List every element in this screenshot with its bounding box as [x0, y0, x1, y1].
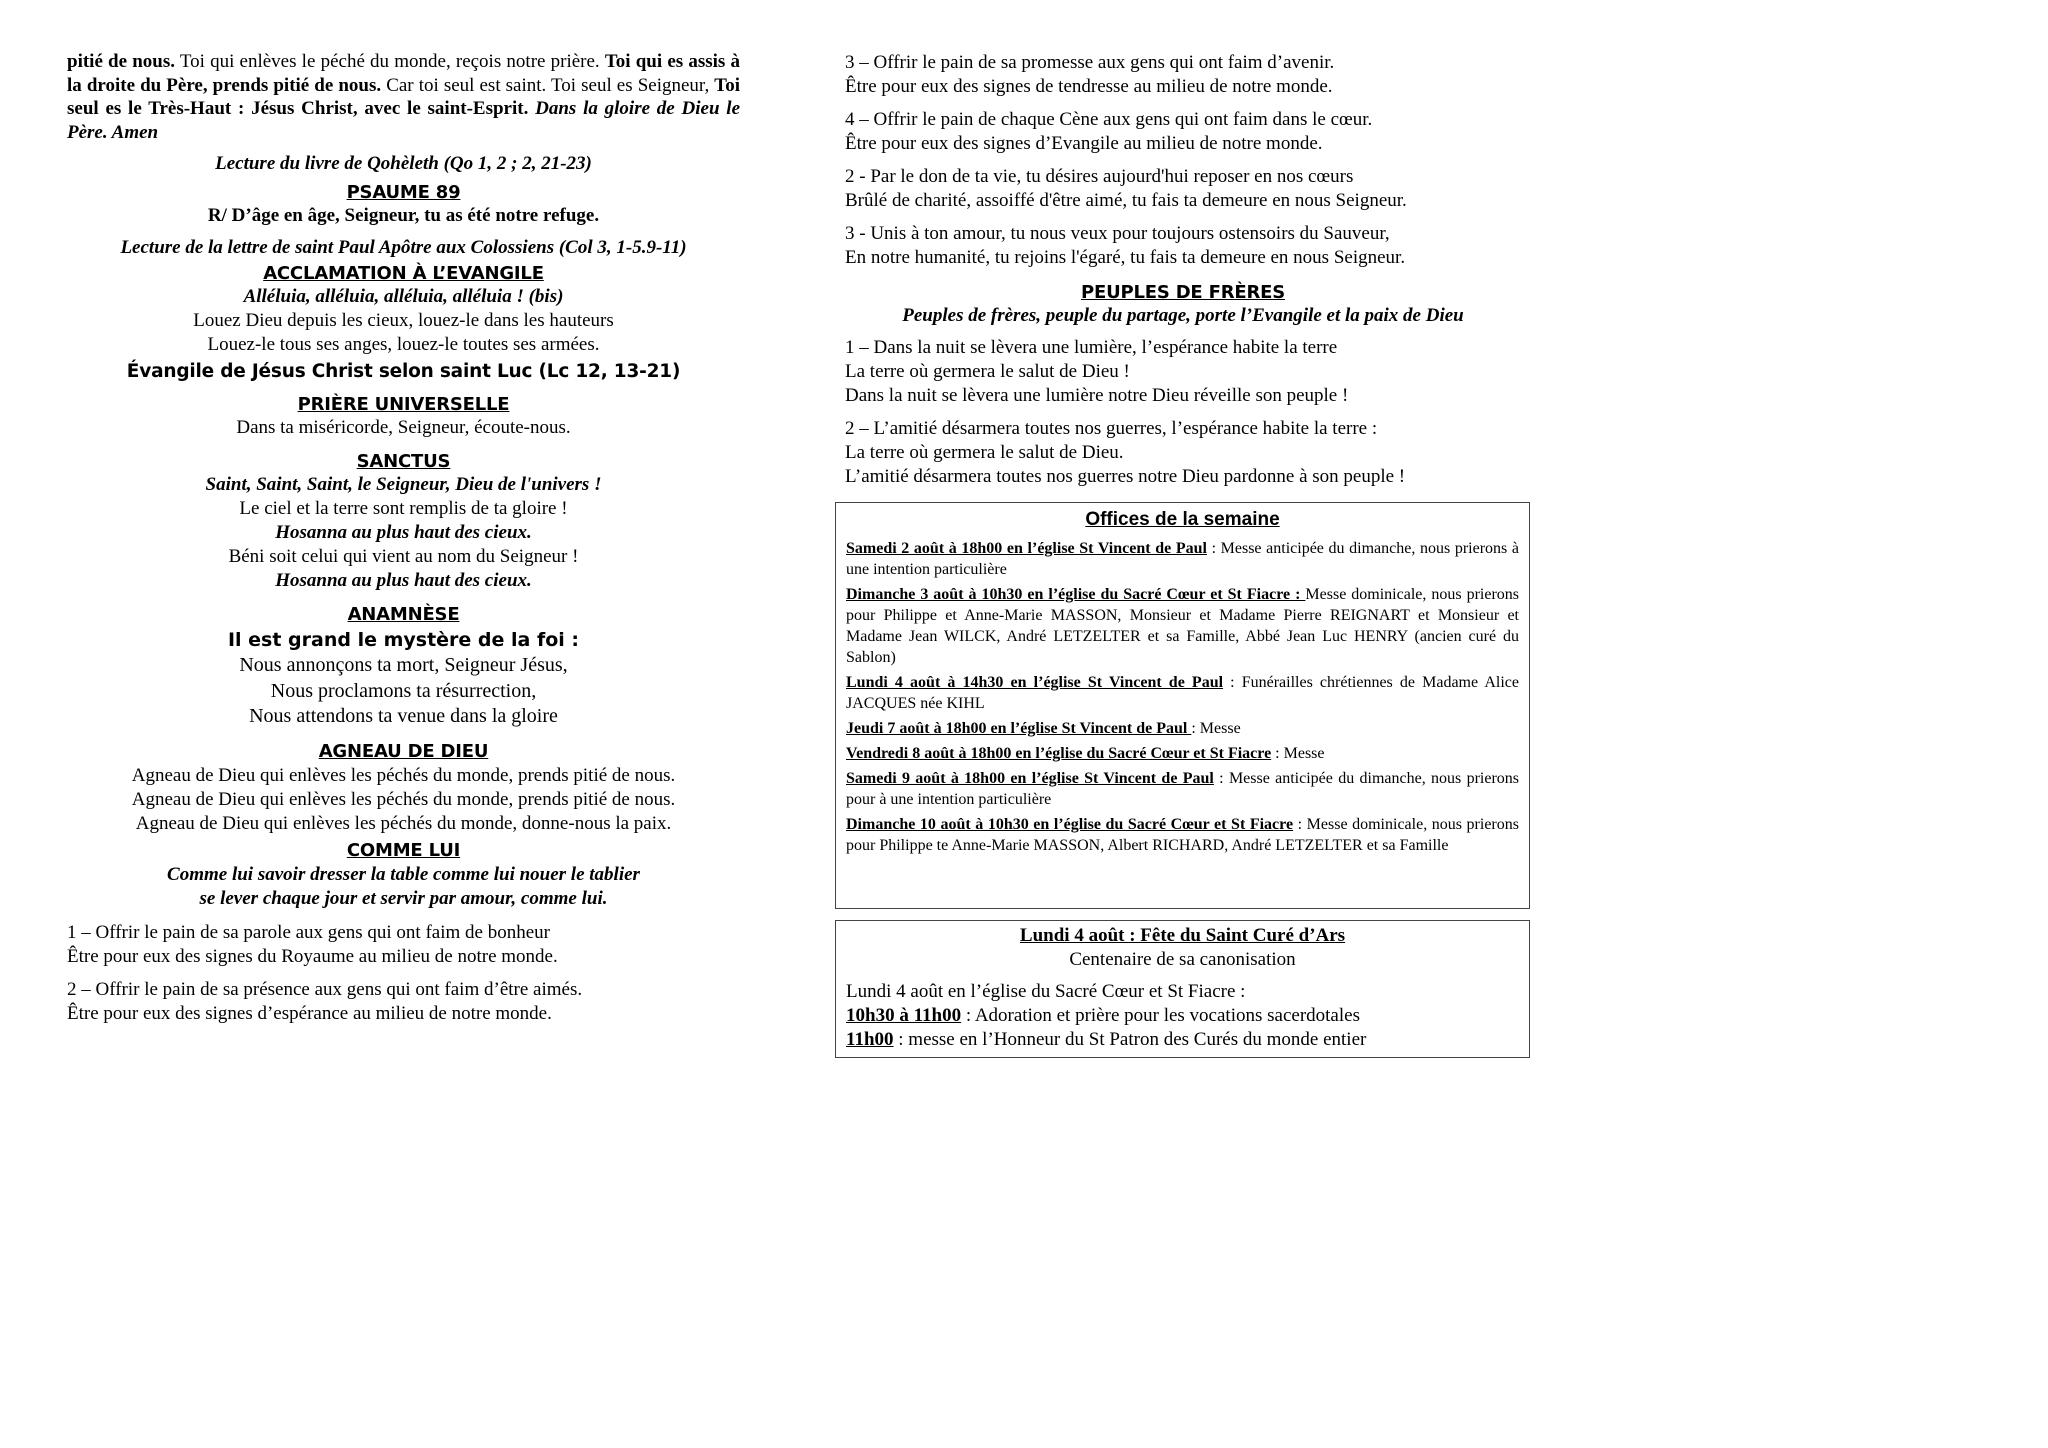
comme-lui-refrain: Comme lui savoir dresser la table comme lui nouer le tablier	[167, 863, 640, 885]
priere-title: PRIÈRE UNIVERSELLE	[297, 394, 510, 415]
anamnese-line: Nous attendons ta venue dans la gloire	[249, 705, 558, 727]
acclamation-line: Louez-le tous ses anges, louez-le toutes ses armées.	[207, 334, 600, 355]
verse-line: Être pour eux des signes du Royaume au milieu de notre monde.	[67, 945, 558, 967]
fete-line: 10h30 à 11h00 : Adoration et prière pour les vocations sacerdotales	[846, 1005, 1360, 1026]
gospel-title: Évangile de Jésus Christ selon saint Luc (Lc 12, 13-21)	[126, 361, 681, 382]
reading2: Lecture de la lettre de saint Paul Apôtre aux Colossiens (Col 3, 1-5.9-11)	[120, 237, 687, 258]
verse-line: L’amitié désarmera toutes nos guerres notre Dieu pardonne à son peuple !	[845, 466, 1406, 487]
verse-line: 2 - Par le don de ta vie, tu désires aujourd'hui reposer en nos cœurs	[845, 166, 1354, 187]
comme-lui-verse-4	[845, 108, 1521, 156]
verse-line: 3 – Offrir le pain de sa promesse aux gens qui ont faim d’avenir.	[845, 52, 1335, 73]
office-entry: Samedi 9 août à 18h00 en l’église St Vincent de Paul : Messe anticipée du dimanche, nous prierons pour à une intention particulière	[846, 770, 1520, 808]
comme-lui-verse-2	[67, 978, 740, 1026]
office-entry: Dimanche 10 août à 10h30 en l’église du Sacré Cœur et St Fiacre : Messe dominicale, nous prierons pour Philippe te Anne-Marie MASSON, Albert RICHARD, André LETZELTER et sa Famille	[846, 816, 1519, 854]
office-entry: Dimanche 3 août à 10h30 en l’église du Sacré Cœur et St Fiacre : Messe dominicale, nous prierons pour Philippe et Anne-Marie MASSON, Monsieur et Madame Pierre REIGNART et Monsieur et Madame Jean WILCK, André LETZELTER et sa Famille, Abbé Jean Luc HENRY (ancien curé du Sablon)	[846, 586, 1519, 666]
anamnese-line: Nous annonçons ta mort, Seigneur Jésus,	[239, 654, 568, 676]
peuples-title: PEUPLES DE FRÈRES	[1081, 282, 1285, 303]
agneau-title: AGNEAU DE DIEU	[318, 740, 489, 762]
right-column	[845, 51, 1521, 489]
alleluia: Alléluia, alléluia, alléluia, alléluia ! (bis)	[243, 286, 564, 307]
comme-lui-verse-3	[845, 51, 1521, 99]
agneau-line: Agneau de Dieu qui enlèves les péchés du monde, donne-nous la paix.	[135, 812, 672, 834]
acclamation-title: ACCLAMATION À L’EVANGILE	[263, 263, 544, 284]
sanctus-line: Le ciel et la terre sont remplis de ta gloire !	[239, 498, 568, 519]
office-entry: Vendredi 8 août à 18h00 en l’église du Sacré Cœur et St Fiacre : Messe	[846, 745, 1325, 762]
office-entry: Lundi 4 août à 14h30 en l’église St Vincent de Paul : Funérailles chrétiennes de Madame Alice JACQUES née KIHL	[846, 674, 1519, 712]
verse-line: 1 – Dans la nuit se lèvera une lumière, l’espérance habite la terre	[845, 337, 1338, 358]
anamnese-title: ANAMNÈSE	[347, 604, 460, 625]
verse-line: 1 – Offrir le pain de sa parole aux gens qui ont faim de bonheur	[67, 921, 550, 943]
verse-line: La terre où germera le salut de Dieu !	[845, 361, 1130, 382]
reading1: Lecture du livre de Qohèleth (Qo 1, 2 ; 2, 21-23)	[215, 153, 592, 174]
offices-title: Offices de la semaine	[1085, 509, 1280, 530]
fete-line: 11h00 : messe en l’Honneur du St Patron des Curés du monde entier	[846, 1029, 1367, 1050]
comme-lui-verse-1	[67, 921, 740, 969]
fete-title: Lundi 4 août : Fête du Saint Curé d’Ars	[1019, 925, 1346, 946]
priere-text: Dans ta miséricorde, Seigneur, écoute-nous.	[236, 417, 571, 438]
anamnese-heading: Il est grand le mystère de la foi :	[227, 629, 580, 651]
verse-line: 3 - Unis à ton amour, tu nous veux pour toujours ostensoirs du Sauveur,	[845, 223, 1390, 244]
sanctus-line: Béni soit celui qui vient au nom du Seigneur !	[228, 546, 579, 567]
verse-line: Brûlé de charité, assoiffé d'être aimé, tu fais ta demeure en nous Seigneur.	[845, 190, 1407, 211]
fete-box	[835, 920, 1530, 1058]
psalm-refrain: R/ D’âge en âge, Seigneur, tu as été notre refuge.	[207, 205, 600, 226]
agneau-line: Agneau de Dieu qui enlèves les péchés du monde, prends pitié de nous.	[131, 788, 676, 810]
sanctus-line: Saint, Saint, Saint, le Seigneur, Dieu de l'univers !	[205, 474, 602, 495]
psalm-title: PSAUME 89	[346, 182, 461, 203]
anamnese-line: Nous proclamons ta résurrection,	[270, 679, 537, 702]
office-entry: Jeudi 7 août à 18h00 en l’église St Vincent de Paul : Messe	[846, 720, 1241, 737]
comme-lui-title: COMME LUI	[346, 839, 461, 861]
sanctus-title: SANCTUS	[356, 451, 451, 472]
verse-line: Être pour eux des signes d’espérance au milieu de notre monde.	[67, 1002, 552, 1024]
offices-box	[835, 502, 1530, 909]
verse-line: 2 – Offrir le pain de sa présence aux gens qui ont faim d’être aimés.	[67, 978, 583, 1000]
office-entry: Samedi 2 août à 18h00 en l’église St Vincent de Paul : Messe anticipée du dimanche, nous prierons à une intention particulière	[846, 540, 1519, 578]
song-verse-3	[845, 222, 1521, 270]
fete-subtitle: Centenaire de sa canonisation	[1069, 949, 1296, 970]
agneau-line: Agneau de Dieu qui enlèves les péchés du monde, prends pitié de nous.	[131, 764, 676, 786]
peuples-verse-1	[845, 336, 1521, 408]
left-column	[67, 50, 740, 1026]
fete-intro: Lundi 4 août en l’église du Sacré Cœur et St Fiacre :	[846, 981, 1246, 1002]
verse-line: 4 – Offrir le pain de chaque Cène aux gens qui ont faim dans le cœur.	[845, 109, 1373, 130]
verse-line: En notre humanité, tu rejoins l'égaré, tu fais ta demeure en nous Seigneur.	[845, 247, 1406, 268]
verse-line: La terre où germera le salut de Dieu.	[845, 442, 1124, 463]
song-verse-2	[845, 165, 1521, 213]
gloria-text: pitié de nous. Toi qui enlèves le péché du monde, reçois notre prière. Toi qui es assis à la droite du Père, prends pitié de nous. Car toi seul est saint. Toi seul es Seigneur, Toi seul es le Très-Haut : Jésus Christ, avec le saint-Esprit. Dans la gloire de Dieu le Père. Amen	[67, 51, 741, 143]
comme-lui-refrain: se lever chaque jour et servir par amour, comme lui.	[199, 887, 608, 909]
verse-line: Dans la nuit se lèvera une lumière notre Dieu réveille son peuple !	[845, 385, 1349, 406]
sanctus-line: Hosanna au plus haut des cieux.	[275, 522, 532, 543]
acclamation-line: Louez Dieu depuis les cieux, louez-le dans les hauteurs	[193, 310, 614, 331]
peuples-verse-2	[845, 417, 1521, 489]
verse-line: Être pour eux des signes de tendresse au milieu de notre monde.	[845, 76, 1333, 97]
verse-line: Être pour eux des signes d’Evangile au milieu de notre monde.	[845, 133, 1323, 154]
sanctus-line: Hosanna au plus haut des cieux.	[275, 570, 532, 591]
verse-line: 2 – L’amitié désarmera toutes nos guerres, l’espérance habite la terre :	[845, 418, 1378, 439]
peuples-refrain: Peuples de frères, peuple du partage, porte l’Evangile et la paix de Dieu	[902, 305, 1464, 326]
